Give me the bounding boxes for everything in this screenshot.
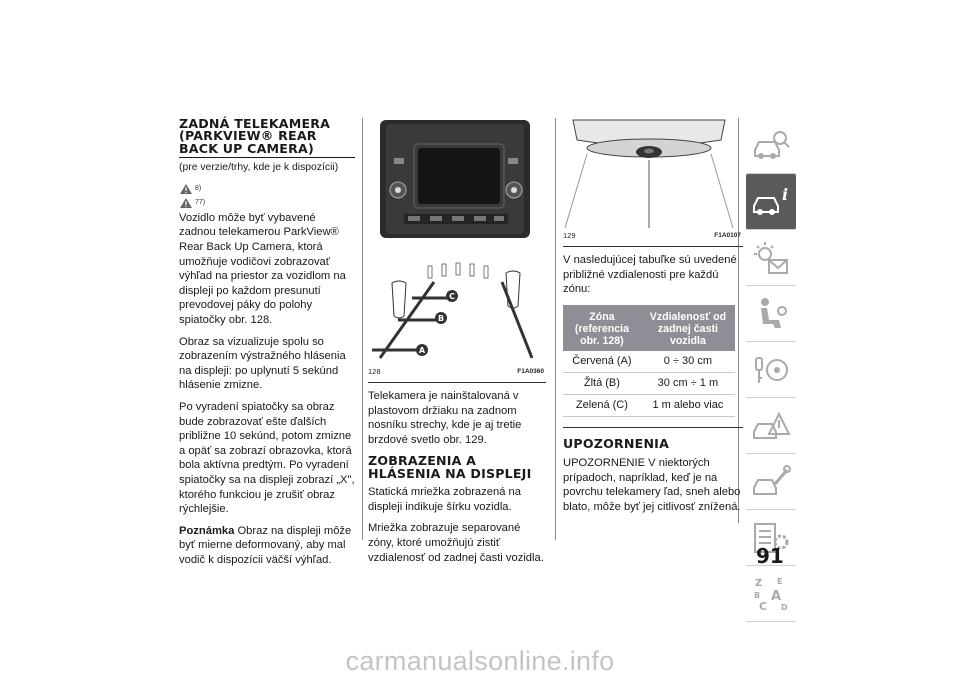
index-letters-icon xyxy=(751,574,791,614)
table-cell: 1 m alebo viac xyxy=(641,394,735,416)
svg-text:D: D xyxy=(781,602,788,612)
tab-emergency[interactable] xyxy=(746,398,796,454)
warning-lights-icon xyxy=(751,238,791,278)
section-title: ZADNÁ TELEKAMERA (PARKVIEW® REAR BACK UP CAMERA) xyxy=(179,118,355,158)
section-heading: ZOBRAZENIA A HLÁSENIA NA DISPLEJI xyxy=(368,453,532,481)
tab-car-info[interactable] xyxy=(746,174,796,230)
column-2 xyxy=(368,118,546,572)
column-divider xyxy=(555,118,556,540)
tab-car-search[interactable] xyxy=(746,118,796,174)
svg-text:C: C xyxy=(759,599,768,613)
warning-ref-1 xyxy=(179,183,355,195)
paragraph: Obraz sa vizualizuje spolu so zobrazením výstražného hlásenia na displeji: po uplynutí 5 sekúnd hlásenie zmizne. xyxy=(179,335,346,392)
marker-label: C xyxy=(449,292,455,301)
figure-code: F1A0107 xyxy=(714,232,741,240)
svg-text:i: i xyxy=(782,184,789,204)
warning-triangle-icon xyxy=(179,183,193,195)
car-info-icon xyxy=(751,182,791,222)
svg-text:B: B xyxy=(754,590,761,600)
car-search-icon xyxy=(751,126,791,166)
tab-warning-lights[interactable] xyxy=(746,230,796,286)
table-header: Zóna (referencia obr. 128) xyxy=(563,305,641,351)
watermark: carmanualsonline.info xyxy=(345,646,615,676)
figure-number: 129 xyxy=(563,231,576,241)
note-paragraph xyxy=(179,524,355,568)
table-cell: 0 ÷ 30 cm xyxy=(641,351,735,373)
paragraph: Vozidlo môže byť vybavené zadnou telekamerou ParkView® Rear Back Up Camera, ktorá umožňuje vodičovi zobrazovať výhľad na priestor za vozidlom na displeji po každom presunutí prevodovej páky do polohy spiatočky obr. 128. xyxy=(179,211,346,326)
table-cell: Červená (A) xyxy=(563,351,641,373)
table-cell: Žltá (B) xyxy=(563,372,641,394)
svg-text:E: E xyxy=(777,576,783,586)
figure-129 xyxy=(563,118,743,247)
table-row xyxy=(563,372,735,394)
key-steering-icon xyxy=(751,350,791,390)
paragraph: Mriežka zobrazuje separované zóny, ktoré umožňujú zistiť vzdialenosť od zadnej časti vozidla. xyxy=(368,522,544,564)
paragraph: Statická mriežka zobrazená na displeji indikuje šírku vozidla. xyxy=(368,486,521,513)
seat-person-icon xyxy=(751,294,791,334)
tab-index[interactable] xyxy=(746,566,796,622)
emergency-triangle-icon xyxy=(751,406,791,446)
section-heading: UPOZORNENIA xyxy=(563,435,670,451)
column-3 xyxy=(563,118,743,522)
table-header-row xyxy=(563,305,735,351)
availability-note: (pre verzie/trhy, kde je k dispozícii) xyxy=(179,162,339,174)
warning-ref-text: 77) xyxy=(195,198,206,206)
display-grid-illustration xyxy=(368,118,546,368)
tab-seat-person[interactable] xyxy=(746,286,796,342)
table-intro: V nasledujúcej tabuľke sú uvedené približné vzdialenosti pre každú zónu: xyxy=(563,254,737,296)
column-divider xyxy=(362,118,363,540)
paragraph: Po vyradení spiatočky sa obraz bude zobrazovať ešte ďalších približne 10 sekúnd, potom zmizne a opäť sa zobrazí obrazovka, ktorá bola aktívna predtým. Po vyradení spiatočky sa na displeji zobrazí „X", ktorého funkciou je zrušiť obraz rýchlejšie. xyxy=(179,400,355,516)
car-wrench-icon xyxy=(751,462,791,502)
tab-key-steering[interactable] xyxy=(746,342,796,398)
zone-distance-table xyxy=(563,305,735,417)
page-number: 91 xyxy=(756,544,784,568)
warning-ref-2 xyxy=(179,197,355,209)
table-header: Vzdialenosť od zadnej časti vozidla xyxy=(641,305,735,351)
table-cell: Zelená (C) xyxy=(563,394,641,416)
camera-mount-illustration xyxy=(563,118,735,232)
figure-code: F1A0360 xyxy=(517,368,544,376)
svg-text:Z: Z xyxy=(755,577,763,589)
column-1 xyxy=(179,118,355,574)
marker-label: A xyxy=(418,346,426,355)
paragraph: UPOZORNENIE V niektorých prípadoch, napríklad, keď je na povrchu telekamery ľad, sneh alebo blato, môže byť jej citlivosť znížená. xyxy=(563,457,741,513)
figure-number: 128 xyxy=(368,367,381,377)
paragraph: Telekamera je nainštalovaná v plastovom držiaku na zadnom nosníku strechy, kde je aj tretie brzdové svetlo obr. 129. xyxy=(368,390,522,446)
warning-ref-text: 8) xyxy=(195,184,202,192)
svg-text:A: A xyxy=(771,588,782,604)
tab-car-wrench[interactable] xyxy=(746,454,796,510)
table-cell: 30 cm ÷ 1 m xyxy=(641,372,735,394)
warnings-section xyxy=(563,427,743,515)
marker-label: B xyxy=(437,314,445,323)
note-label: Poznámka xyxy=(179,524,235,537)
note-text: Obraz na displeji môže byť mierne deformovaný, aby mal vodič k dispozícii väčší výhľad. xyxy=(179,524,352,566)
table-row xyxy=(563,351,735,373)
table-row xyxy=(563,394,735,416)
warning-triangle-icon xyxy=(179,197,193,209)
figure-128 xyxy=(368,118,546,383)
